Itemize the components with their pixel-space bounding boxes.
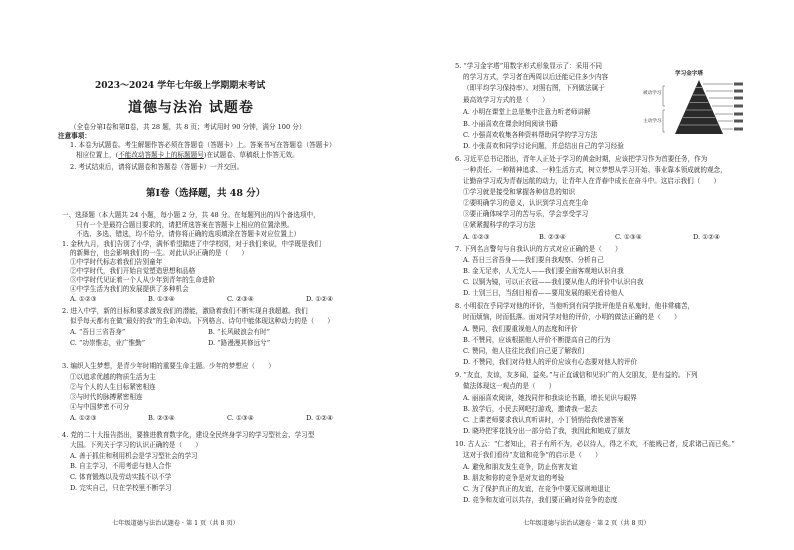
q5-option-d: D. 小张喜欢和同学讨论问题，并总结出自己的学习经验 — [463, 142, 624, 150]
q1-line: ②中学时代，我们开始自觉塑造思想和品格 — [70, 267, 196, 275]
q2-line: 似乎每天都有在做“最好的我”的生命冲动。下列格言、诗句中能体现这种动力的是（ ） — [70, 317, 334, 325]
q6-line: 让勤奋学习成为青春远航的动力，让青年人在青春中成长在奋斗中。这启示我们（ ） — [463, 177, 721, 185]
q7-option-c: C. 以铜为镜，可以正衣冠——我们要从他人的评价中认识自我 — [463, 278, 644, 286]
q1-line: ③中学时代见证着一个人从少年到青年的生命进阶 — [70, 276, 216, 284]
note-1-line-2: 相应位置上，(不能改动答题卡上的标题题号)在试题卷、草稿纸上作答无效。 — [76, 151, 299, 159]
q6-option-a: A. ①②③ — [463, 233, 490, 241]
part-1-heading: 第Ⅰ卷（选择题，共 48 分） — [146, 188, 266, 199]
q4-option-a: A. 善于抓住和利用机会是学习型社会的学习 — [70, 452, 198, 460]
page-2 — [397, 0, 794, 550]
q9-option-d: D. 晓玲把零花钱分出一部分给了我，我因此和她成了朋友 — [463, 427, 631, 435]
paper-title: 道德与法治 试题卷 — [128, 100, 254, 116]
note-1-line-1: 1. 本卷为试题卷。考生解题作答必须在答题卷（答题卡）上。答案书写在答题卷（答题卡） — [70, 141, 336, 149]
q10-line: 这对于我们看待“友谊和竞争”的启示是（ ） — [463, 451, 602, 459]
q3-option-c: C. ①③④ — [227, 414, 254, 422]
q10-option-d: D. 竞争和友谊可以共存，我们要正确对待竞争的态度 — [463, 496, 618, 504]
q8-line: 时而烦恼，时而低落。面对同学对他的评价，小明的做法正确的是（ ） — [463, 313, 681, 321]
q3-option-d: D. ①②④ — [306, 414, 333, 422]
q1-line: ④中学生活为我们的发展提供了多种机会 — [70, 285, 189, 293]
q1-option-d: D. ①②④ — [306, 295, 333, 303]
q1-option-c: C. ②③④ — [227, 295, 254, 303]
pyramid-side-top: 被动学习 — [643, 91, 662, 96]
q6-line: ④紧紧握科学的学习方法 — [463, 221, 536, 229]
q1-option-b: B. ①③④ — [148, 295, 175, 303]
q3-line: ③与时代的脉搏紧密相连 — [70, 393, 143, 401]
q9-line: 9. “友直，友谅，友多闻，益矣。”与正直诚信和见识广的人交朋友，是有益的。下列 — [455, 371, 698, 379]
page-footer: 七年级道德与法治试题卷 · 第 1 页（共 8 页） — [112, 520, 239, 527]
q6-option-d: D. ①②④ — [693, 233, 720, 241]
page-footer: 七年级道德与法治试题卷 · 第 2 页（共 8 页） — [523, 520, 650, 527]
q4-option-d: D. 完实自己，只在学校里不断学习 — [70, 484, 172, 492]
q2-option-d: D. “路漫漫其修远兮” — [208, 339, 271, 347]
note-1-line-2-underlined: 不能改动答题卡上的标题题号 — [118, 151, 204, 159]
q6-line: ③要正确体味学习的苦与乐，学会享受学习 — [463, 210, 589, 218]
q7-option-b: B. 金无足赤，人无完人——我们要全面客观地认识自我 — [463, 267, 624, 275]
q5-line: 最高效学习方式的是（ ） — [463, 96, 549, 104]
exam-title: 2023～2024 学年七年级上学期期末考试 — [95, 81, 266, 91]
q5-option-c: C. 小强喜欢收集各种资料帮助同学的学习方法 — [463, 131, 598, 139]
q6-option-b: B. ②③④ — [539, 233, 566, 241]
q7-option-d: D. 士别三日，当刮目相看——要用发展的眼光看待他人 — [463, 289, 624, 297]
q7-option-a: A. 吾日三省吾身——我们要自我观察、分析自己 — [463, 256, 604, 264]
q5-line: （即平均学习保持率）。对照右图，下列做法属于 — [463, 84, 605, 92]
q8-option-a: A. 赞同，我们要重视他人的态度和评价 — [463, 325, 578, 333]
q10-option-a: A. 避免和朋友发生竞争，防止伤害友谊 — [463, 463, 578, 471]
notes-heading: 注意事项： — [58, 132, 91, 140]
q4-option-b: B. 自主学习，不用考虑与他人合作 — [70, 462, 172, 470]
q2-line: 2. 进入中学，新的目标和要求激发我们的潜能，激励着我们不断实现自我超越。我们 — [62, 307, 308, 315]
q10-line: 10. 古人云：“仁者知止，君子有所不为，必以待人，得之不欢，不能贱己者，反求诸己而已矣。” — [455, 440, 735, 448]
q6-line: ②要明确学习的意义，认识到学习点亮生命 — [463, 199, 589, 207]
q9-option-b: B. 放学后，小民去网吧打游戏，邀请我一起去 — [463, 405, 598, 413]
pyramid-side-bottom: 主动学习 — [643, 119, 662, 124]
q1-line: 的新舞台，也会影响我们的一生。对此认识正确的是（ ） — [70, 249, 249, 257]
q5-option-b: B. 小丽喜欢在课余时间阅读书籍 — [463, 120, 558, 128]
q6-line: 一种责任、一种精神追求、一种生活方式，树立梦想从学习开始、事业靠本领成就的观念， — [463, 166, 727, 174]
q9-option-c: C. 上课老师要求我认真听讲时，小丁悄悄给我传递答案 — [463, 416, 624, 424]
q4-line: 大国。下列关于学习的认识正确的是（ ） — [70, 441, 202, 449]
section-1-line-3: 不选、多选、错选，均不给分，请你将正确的选项填涂在答题卡对应位置上） — [76, 230, 301, 238]
q1-line: ①中学时代标志着我们告别童年 — [70, 258, 163, 266]
q8-option-c: C. 赞同，他人往往比我们自己更了解我们 — [463, 347, 585, 355]
q6-line: ①学习就是接受和掌握各种信息的知识 — [463, 188, 576, 196]
q8-line: 8. 小明很在乎同学对他的评价，当他听到有同学批评他是自私鬼时，他非常痛苦， — [455, 302, 695, 310]
q5-option-a: A. 小明在课堂上总是集中注意力听老师讲解 — [463, 108, 591, 116]
q1-line: 1. 金秋九月，我们告别了小学，满怀希望踏进了中学校园，对于我们来说，中学既是我们 — [62, 240, 321, 248]
q6-line: 6. 习近平总书记指出，青年人正处于学习的黄金时期，应该把学习作为首要任务，作为 — [455, 155, 708, 163]
note-1-line-2-a: 相应位置上， — [76, 151, 116, 159]
q6-option-c: C. ①③④ — [615, 233, 642, 241]
pyramid-title: 学习金字塔 — [675, 71, 703, 77]
q3-line: ①以追求优越的物质生活为主 — [70, 373, 156, 381]
exam-meta: （全卷分第Ⅰ卷和第Ⅱ卷，共 28 题，共 8 页；考试用时 90 分钟，满分 100 分） — [70, 123, 306, 131]
learning-pyramid-figure — [659, 78, 751, 136]
q2-option-c: C. “功崇惟志，业广惟勤” — [70, 339, 146, 347]
q2-option-b: B. “长风破浪会有时” — [208, 328, 270, 336]
q5-line: 5. “学习金字塔”用数字形式形象显示了：采用不同 — [455, 62, 603, 70]
q9-line: 做法体现这一观点的是（ ） — [463, 382, 556, 390]
q4-option-c: C. 体育锻炼以及劳动实践不以不学 — [70, 473, 172, 481]
q1-option-a: A. ①②③ — [70, 295, 97, 303]
q10-option-c: C. 为了保护真正的友谊，在竞争中要无原则地退让 — [463, 485, 611, 493]
q2-option-a: A. “吾日三省吾身” — [70, 328, 126, 336]
note-1-line-2-b: 在试题卷、草稿纸上作答无效。 — [206, 151, 299, 159]
q3-option-a: A. ①②③ — [70, 414, 97, 422]
q9-option-a: A. 丽丽喜欢阅读，她找同伴和我谈论书籍，增长见识与眼界 — [463, 394, 637, 402]
q5-line: 的学习方式，学习者在两周以后还能记住多少内容 — [463, 73, 609, 81]
q8-option-b: B. 不赞同，应该根据他人评价不断提高自己的行为 — [463, 336, 611, 344]
section-1-line-2: 只有一个是最符合题目要求的，请把所选答案在答题卡上相应的位置涂黑。 — [76, 221, 294, 229]
q3-option-b: B. ②③④ — [148, 414, 175, 422]
q3-line: ②与个人的人生目标紧密相连 — [70, 383, 156, 391]
q3-line: 3. 编织人生梦想，是青少年时期的重要生命主题。少年的梦想应（ ） — [62, 362, 275, 370]
q4-line: 4. 党的二十大报告指出，要推进教育数字化，建设全民终身学习的学习型社会、学习型 — [62, 431, 315, 439]
q7-line: 7. 下列名言警句与自我认识的方式对应正确的是（ ） — [455, 245, 622, 253]
q8-option-d: D. 不赞同，我们对待他人的评价应该有心态要对他人的评价 — [463, 358, 638, 366]
q3-line: ④与中国梦密不可分 — [70, 403, 130, 411]
note-2: 2. 考试结束后，请将试题卷和答题卷（答题卡）一并交回。 — [70, 163, 244, 171]
q10-option-b: B. 朋友和你的竞争是对友谊的考验 — [463, 474, 565, 482]
section-1-line-1: 一、选择题（本大题共 24 小题，每小题 2 分，共 48 分。在每题列出的四个备选项中， — [62, 211, 320, 219]
